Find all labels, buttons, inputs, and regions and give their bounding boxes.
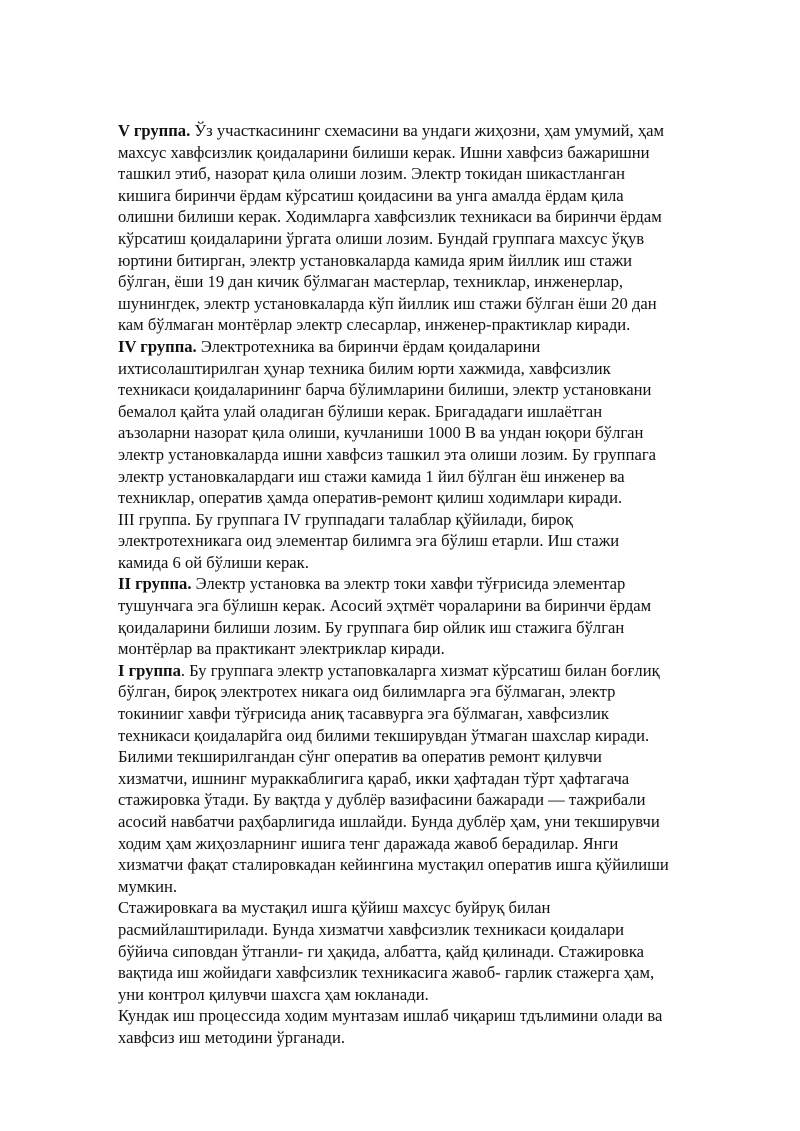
group-heading: V группа. xyxy=(118,121,191,140)
text-line xyxy=(118,876,743,898)
line-text: техникаси қоидаларйга оид билими текширувдан ўтмаган шахслар киради. xyxy=(118,725,650,745)
text-line xyxy=(118,487,743,509)
text-line xyxy=(118,466,743,488)
line-text: токинииг хавфи тўғрисида аниқ тасаввурга эга бўлмаган, хавфсизлик xyxy=(118,704,609,724)
text-line xyxy=(118,984,743,1006)
line-text: асосий навбатчи раҳбарлигида ишлайди. Бунда дублёр ҳам, уни текширувчи xyxy=(118,812,660,831)
line-text: электр установкаларда ишни хавфсиз ташкил эта олиши лозим. Бу группага xyxy=(118,444,656,464)
line-text: Билими текширилгандан сўнг оператив ва оператив ремонт қилувчи xyxy=(118,747,602,767)
text-line xyxy=(118,271,743,293)
text-line xyxy=(118,746,743,768)
text-line xyxy=(118,897,743,919)
text-line xyxy=(118,228,743,250)
line-text: ихтисолаштирилган ҳунар техника билим юрти хажмида, хавфсизлик xyxy=(118,358,611,378)
line-text: шунингдек, электр установкаларда кўп йиллик иш стажи бўлган ёши 20 дан xyxy=(118,293,657,313)
text-line xyxy=(118,120,743,142)
text-line xyxy=(118,617,743,639)
text-line xyxy=(118,725,743,747)
line-text: электр установкалардаги иш стажи камида 1 йил бўлган ёш инженер ва xyxy=(118,466,625,486)
text-line xyxy=(118,1027,743,1049)
text-line xyxy=(118,422,743,444)
line-text: техниклар, оператив ҳамда оператив-ремонт қилиш ходимлари киради. xyxy=(118,488,623,508)
line-text: Кундак иш процессида ходим мунтазам ишлаб чиқариш тдълимини олади ва xyxy=(118,1006,663,1026)
text-line xyxy=(118,1005,743,1027)
line-text: III группа. Бу группага IV группадаги талаблар қўйилади, бироқ xyxy=(118,509,573,529)
line-text: хизматчи фақат сталировкадан кейингина мустақил оператив ишга қўйилиши xyxy=(118,855,669,875)
line-text: Стажировкага ва мустақил ишга қўйиш махсус буйруқ билан xyxy=(118,898,551,918)
line-text: кам бўлмаган монтёрлар электр слесарлар, инженер-практиклар киради. xyxy=(118,315,631,335)
line-text: расмийлаштирилади. Бунда хизматчи хавфсизлик техникаси қоидалари xyxy=(118,919,625,939)
document-body xyxy=(118,120,743,1049)
text-line xyxy=(118,854,743,876)
line-text: Ўз участкасининг схемасини ва ундаги жиҳозни, ҳам умумий, ҳам xyxy=(190,121,664,140)
group-heading: IV группа. xyxy=(118,336,197,356)
line-text: хавфсиз иш методини ўрганади. xyxy=(118,1027,345,1047)
line-text: бўлган, бироқ электротех никага оид билимларга эга бўлмаган, электр xyxy=(118,682,616,702)
text-line xyxy=(118,163,743,185)
line-text: Электр установка ва электр токи хавфи тўғрисида элементар xyxy=(191,574,626,594)
text-line xyxy=(118,293,743,315)
line-text: монтёрлар ва практикант электриклар киради. xyxy=(118,639,445,659)
text-line xyxy=(118,206,743,228)
text-line xyxy=(118,962,743,984)
text-line xyxy=(118,250,743,272)
text-line xyxy=(118,660,743,682)
line-text: вақтида иш жойидаги хавфсизлик техникасига жавоб- гарлик стажерга ҳам, xyxy=(118,963,655,983)
line-text: техникаси қоидаларининг барча бўлимларини билиши, электр установкани xyxy=(118,380,652,400)
text-line xyxy=(118,681,743,703)
line-text: . Бу группага электр устаповкаларга хизмат кўрсатиш билан боғлиқ xyxy=(180,660,660,680)
line-text: ходим ҳам жиҳозларнинг ишига тенг даражада жавоб берадилар. Янги xyxy=(118,833,619,853)
text-line xyxy=(118,509,743,531)
line-text: уни контрол қилувчи шахсга ҳам юкланади. xyxy=(118,984,429,1004)
text-line xyxy=(118,379,743,401)
text-line xyxy=(118,919,743,941)
text-line xyxy=(118,789,743,811)
text-line xyxy=(118,595,743,617)
group-heading: II группа. xyxy=(118,574,192,594)
line-text: электротехникага оид элементар билимга эга бўлиш етарли. Иш стажи xyxy=(118,531,620,551)
text-line xyxy=(118,703,743,725)
line-text: тушунчага эга бўлишн керак. Асосий эҳтмёт чораларини ва биринчи ёрдам xyxy=(118,596,652,616)
text-line xyxy=(118,638,743,660)
line-text: махсус хавфсизлик қоидаларини билиши керак. Ишни хавфсиз бажаришни xyxy=(118,142,650,162)
text-line xyxy=(118,358,743,380)
line-text: аъзоларни назорат қила олиши, кучланиши 1000 В ва ундан юқори бўлган xyxy=(118,423,644,443)
text-line xyxy=(118,941,743,963)
line-text: бемалол қайта улай оладиган бўлиши керак. Бригададаги ишлаётган xyxy=(118,401,603,421)
line-text: кишига биринчи ёрдам кўрсатиш қоидасини ва унга амалда ёрдам қила xyxy=(118,185,624,205)
line-text: бўлган, ёши 19 дан кичик бўлмаган мастерлар, техниклар, инженерлар, xyxy=(118,272,624,292)
line-text: бўйича сиповдан ўтганли- ги ҳақида, албатта, қайд қилинади. Стажировка xyxy=(118,941,645,961)
line-text: қоидаларини билиши лозим. Бу группага бир ойлик иш стажига бўлган xyxy=(118,617,625,637)
group-heading: I группа xyxy=(118,660,181,680)
text-line xyxy=(118,185,743,207)
text-line xyxy=(118,552,743,574)
line-text: ташкил этиб, назорат қила олиши лозим. Электр токидан шикастланган xyxy=(118,164,626,184)
line-text: хизматчи, ишнинг мураккаблигига қараб, икки ҳафтадан тўрт ҳафтагача xyxy=(118,768,630,788)
line-text: камида 6 ой бўлиши керак. xyxy=(118,552,309,572)
line-text: кўрсатиш қоидаларини ўргата олиши лозим. Бундай группага махсус ўқув xyxy=(118,228,645,248)
line-text: Электротехника ва биринчи ёрдам қоидаларини xyxy=(196,336,541,356)
text-line xyxy=(118,142,743,164)
text-line xyxy=(118,833,743,855)
line-text: олишни билиши керак. Ходимларга хавфсизлик техникаси ва биринчи ёрдам xyxy=(118,207,662,227)
text-line xyxy=(118,314,743,336)
text-line xyxy=(118,401,743,423)
text-line xyxy=(118,336,743,358)
text-line xyxy=(118,811,743,833)
line-text: стажировка ўтади. Бу вақтда у дублёр вазифасини бажаради — тажрибали xyxy=(118,790,646,810)
text-line xyxy=(118,768,743,790)
line-text: мумкин. xyxy=(118,876,178,896)
text-line xyxy=(118,530,743,552)
line-text: юртини битирган, электр установкаларда камида ярим йиллик иш стажи xyxy=(118,250,633,270)
text-line xyxy=(118,444,743,466)
text-line xyxy=(118,573,743,595)
